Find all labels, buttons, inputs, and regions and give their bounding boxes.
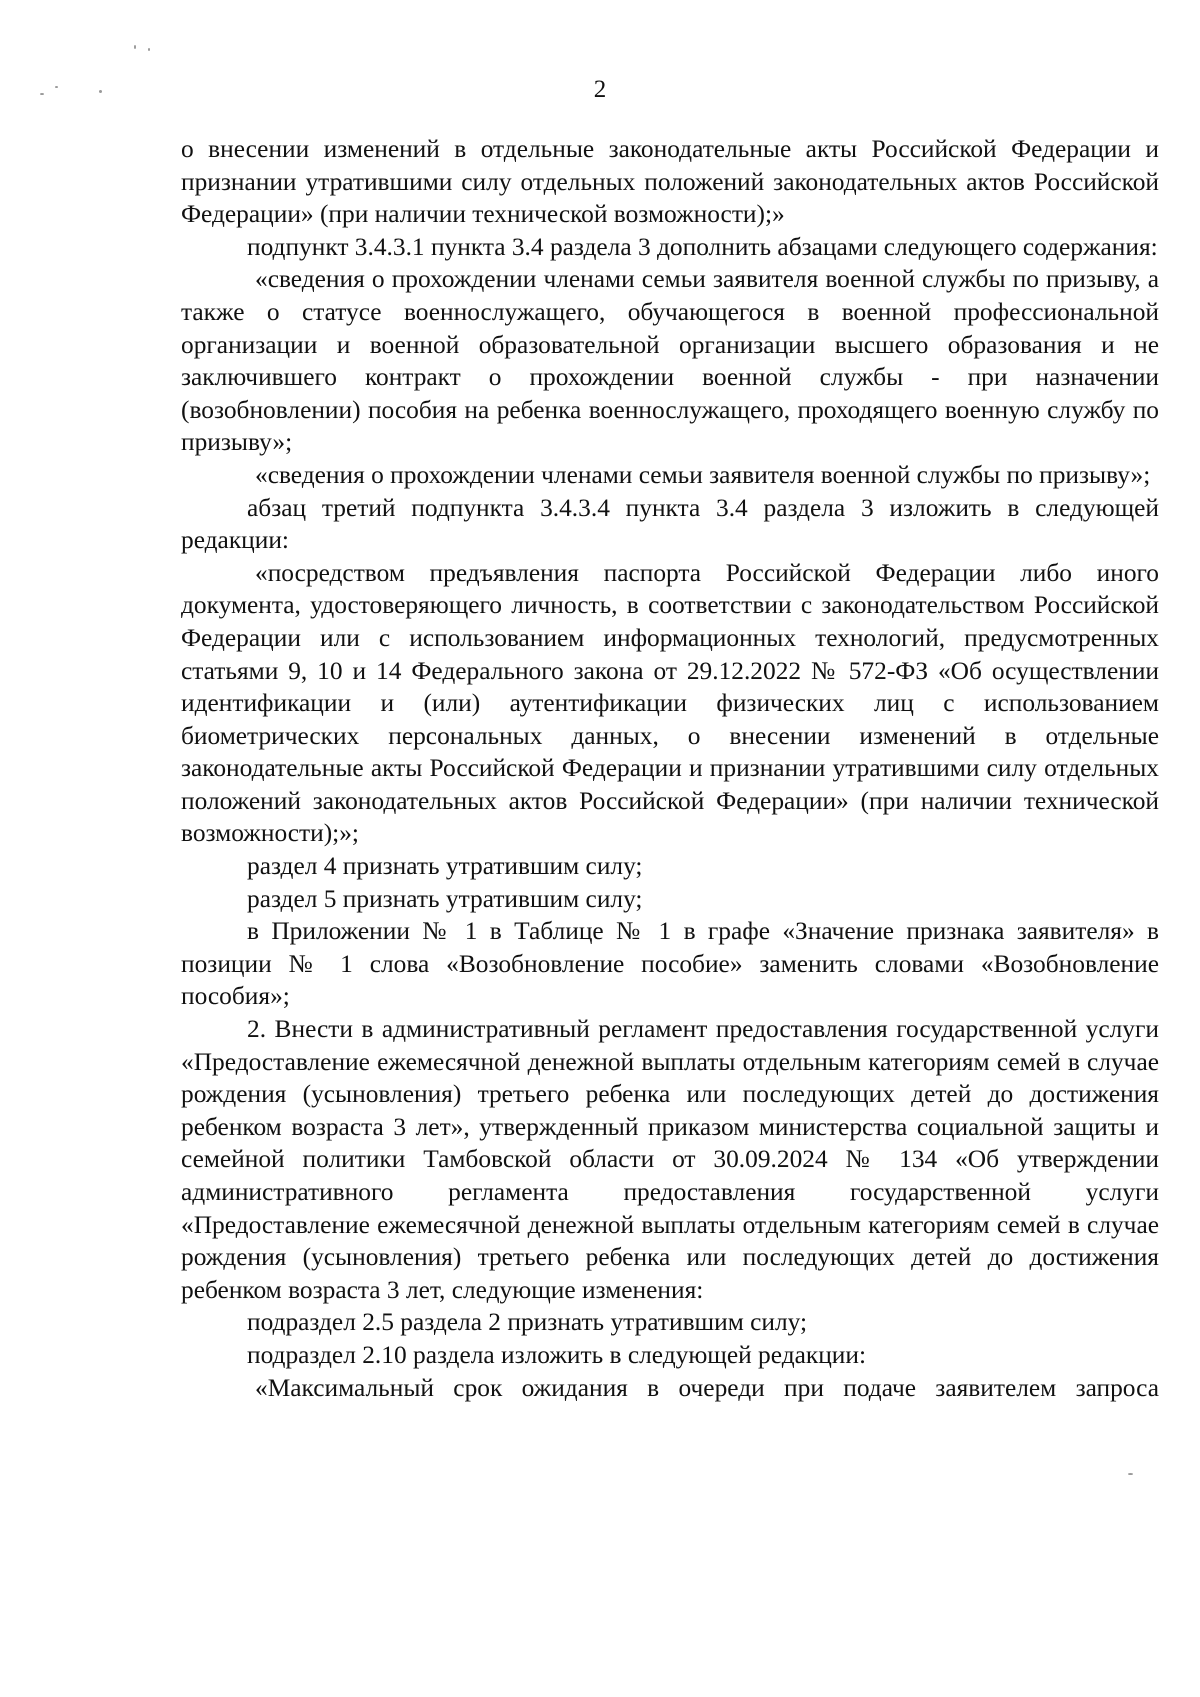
paragraph-continuation: о внесении изменений в отдельные законодательные акты Российской Федерации и признании утратившими силу отдельных положений законодательных актов Российской Федерации» (при наличии технической возможности);» [181, 135, 1159, 229]
scan-speck [1128, 1473, 1133, 1475]
paragraph-subsection-2-5: подраздел 2.5 раздела 2 признать утратившим силу; [247, 1308, 808, 1337]
paragraph-amendment-3-4-3-4: абзац третий подпункта 3.4.3.4 пункта 3.4 раздела 3 изложить в следующей редакции: [181, 493, 1159, 555]
page-number: 2 [593, 76, 607, 103]
paragraph-quote-conscription: «сведения о прохождении членами семьи заявителя военной службы по призыву»; [255, 460, 1151, 489]
paragraph-quote-max-wait: «Максимальный срок ожидания в очереди при подаче заявителем запроса [255, 1373, 1159, 1402]
paragraph-section-4-void: раздел 4 признать утратившим силу; [247, 852, 643, 881]
paragraph-item-2: 2. Внести в административный регламент предоставления государственной услуги «Предоставление ежемесячной денежной выплаты отдельным категориям семей в случае рождения (усыновления) третьего ребенка или последующих детей до достижения ребенком возраста 3 лет», утвержденный приказом министерства социальной защиты и семейной политики Тамбовской области от 30.09.2024 № 134 «Об утверждении административного регламента предоставления государственной услуги «Предоставление ежемесячной денежной выплаты отдельным категориям семей в случае рождения (усыновления) третьего ребенка или последующих детей до достижения ребенком возраста 3 лет, следующие изменения: [181, 1015, 1159, 1304]
paragraph-quote-military-service: «сведения о прохождении членами семьи заявителя военной службы по призыву, а также о статусе военнослужащего, обучающегося в военной профессиональной организации и военной образовательной организации высшего образования и не заключившего контракт о прохождении военной службы - при назначении (возобновлении) пособия на ребенка военнослужащего, проходящего военную службу по призыву»; [181, 265, 1159, 457]
paragraph-section-5-void: раздел 5 признать утратившим силу; [247, 884, 643, 913]
scan-speck [148, 48, 150, 51]
scan-speck [134, 45, 136, 49]
paragraph-quote-passport: «посредством предъявления паспорта Российской Федерации либо иного документа, удостоверяющего личность, в соответствии с законодательством Российской Федерации или с использованием информационных технологий, предусмотренных статьями 9, 10 и 14 Федерального закона от 29.12.2022 № 572-ФЗ «Об осуществлении идентификации и (или) аутентификации физических лиц с использованием биометрических персональных данных, о внесении изменений в отдельные законодательные акты Российской Федерации и признании утратившими силу отдельных положений законодательных актов Российской Федерации» (при наличии технической возможности);»; [181, 558, 1159, 848]
paragraph-appendix-1: в Приложении № 1 в Таблице № 1 в графе «Значение признака заявителя» в позиции № 1 слова «Возобновление пособие» заменить словами «Возобновление пособия»; [181, 917, 1159, 1011]
paragraph-amendment-3-4-3-1: подпункт 3.4.3.1 пункта 3.4 раздела 3 дополнить абзацами следующего содержания: [247, 232, 1158, 261]
document-body [181, 133, 1159, 1404]
paragraph-subsection-2-10: подраздел 2.10 раздела изложить в следующей редакции: [247, 1340, 867, 1369]
